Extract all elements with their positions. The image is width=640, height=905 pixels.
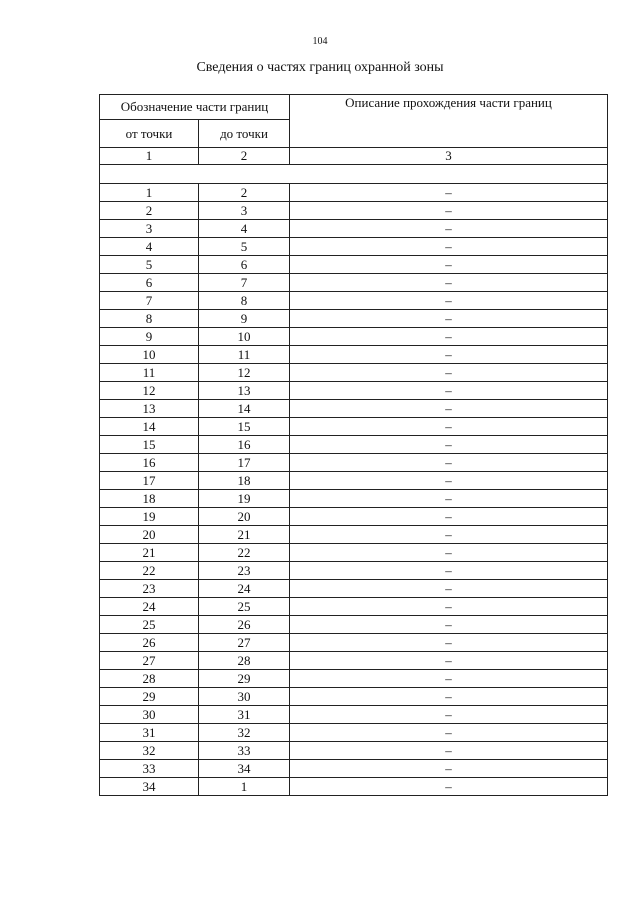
cell-from: 1 [100,184,199,202]
column-number-2: 2 [199,148,290,165]
header-description: Описание прохождения части границ [290,95,608,148]
cell-to: 4 [199,220,290,238]
cell-desc: – [290,706,608,724]
cell-to: 11 [199,346,290,364]
table-row [100,256,608,274]
column-number-1: 1 [100,148,199,165]
cell-desc: – [290,382,608,400]
table-row [100,562,608,580]
cell-to: 13 [199,382,290,400]
cell-from: 28 [100,670,199,688]
cell-to: 8 [199,292,290,310]
table-row [100,202,608,220]
table-row [100,346,608,364]
table-row [100,742,608,760]
table-row [100,526,608,544]
table-row [100,472,608,490]
table-row [100,184,608,202]
cell-desc: – [290,616,608,634]
table-row [100,760,608,778]
cell-from: 9 [100,328,199,346]
cell-desc: – [290,490,608,508]
cell-from: 25 [100,616,199,634]
cell-desc: – [290,436,608,454]
cell-from: 12 [100,382,199,400]
cell-from: 23 [100,580,199,598]
cell-from: 4 [100,238,199,256]
table-row [100,274,608,292]
cell-from: 17 [100,472,199,490]
table-row [100,688,608,706]
cell-desc: – [290,598,608,616]
cell-desc: – [290,508,608,526]
cell-to: 33 [199,742,290,760]
header-boundary-designation: Обозначение части границ [100,95,290,120]
cell-desc: – [290,274,608,292]
cell-from: 14 [100,418,199,436]
cell-desc: – [290,562,608,580]
table-row [100,238,608,256]
cell-to: 14 [199,400,290,418]
cell-from: 7 [100,292,199,310]
header-to-point: до точки [199,120,290,148]
cell-desc: – [290,202,608,220]
cell-desc: – [290,472,608,490]
cell-desc: – [290,238,608,256]
cell-from: 30 [100,706,199,724]
cell-from: 18 [100,490,199,508]
cell-desc: – [290,328,608,346]
cell-desc: – [290,346,608,364]
cell-from: 15 [100,436,199,454]
cell-from: 34 [100,778,199,796]
cell-from: 26 [100,634,199,652]
cell-from: 24 [100,598,199,616]
cell-desc: – [290,256,608,274]
cell-desc: – [290,634,608,652]
table-row [100,418,608,436]
cell-desc: – [290,526,608,544]
cell-from: 19 [100,508,199,526]
cell-to: 2 [199,184,290,202]
cell-to: 21 [199,526,290,544]
cell-from: 5 [100,256,199,274]
cell-to: 9 [199,310,290,328]
table-row [100,436,608,454]
table-row [100,508,608,526]
cell-desc: – [290,364,608,382]
header-from-point: от точки [100,120,199,148]
table-row [100,364,608,382]
cell-desc: – [290,742,608,760]
cell-desc: – [290,580,608,598]
cell-from: 16 [100,454,199,472]
cell-desc: – [290,292,608,310]
cell-to: 28 [199,652,290,670]
document-title: Сведения о частях границ охранной зоны [196,60,444,75]
cell-to: 17 [199,454,290,472]
cell-from: 21 [100,544,199,562]
table-row [100,490,608,508]
cell-to: 32 [199,724,290,742]
cell-from: 13 [100,400,199,418]
cell-from: 29 [100,688,199,706]
cell-desc: – [290,400,608,418]
table-row [100,706,608,724]
cell-from: 31 [100,724,199,742]
cell-from: 33 [100,760,199,778]
table-row [100,292,608,310]
cell-to: 20 [199,508,290,526]
cell-from: 32 [100,742,199,760]
cell-to: 6 [199,256,290,274]
cell-desc: – [290,310,608,328]
cell-to: 12 [199,364,290,382]
cell-desc: – [290,652,608,670]
table-row [100,400,608,418]
cell-from: 2 [100,202,199,220]
cell-to: 25 [199,598,290,616]
cell-to: 23 [199,562,290,580]
cell-to: 27 [199,634,290,652]
column-number-3: 3 [290,148,608,165]
cell-from: 8 [100,310,199,328]
cell-to: 22 [199,544,290,562]
table-row [100,778,608,796]
table-row [100,382,608,400]
cell-to: 10 [199,328,290,346]
table-row [100,220,608,238]
cell-desc: – [290,760,608,778]
cell-to: 31 [199,706,290,724]
table-row [100,652,608,670]
table-row [100,670,608,688]
cell-desc: – [290,688,608,706]
cell-to: 26 [199,616,290,634]
cell-to: 1 [199,778,290,796]
cell-to: 18 [199,472,290,490]
cell-from: 10 [100,346,199,364]
table-row [100,598,608,616]
cell-from: 27 [100,652,199,670]
cell-desc: – [290,778,608,796]
cell-to: 5 [199,238,290,256]
table-row [100,616,608,634]
table-row [100,724,608,742]
cell-desc: – [290,220,608,238]
cell-from: 3 [100,220,199,238]
page-number: 104 [312,36,328,47]
cell-to: 16 [199,436,290,454]
cell-to: 7 [199,274,290,292]
cell-to: 30 [199,688,290,706]
cell-from: 6 [100,274,199,292]
cell-from: 11 [100,364,199,382]
table-row [100,634,608,652]
cell-desc: – [290,670,608,688]
table-row [100,328,608,346]
cell-from: 20 [100,526,199,544]
cell-desc: – [290,454,608,472]
cell-to: 15 [199,418,290,436]
cell-from: 22 [100,562,199,580]
table-row [100,580,608,598]
cell-desc: – [290,418,608,436]
cell-desc: – [290,544,608,562]
cell-to: 19 [199,490,290,508]
table-row [100,544,608,562]
cell-to: 24 [199,580,290,598]
cell-to: 3 [199,202,290,220]
table-row [100,454,608,472]
cell-desc: – [290,724,608,742]
table-row [100,310,608,328]
cell-to: 34 [199,760,290,778]
cell-to: 29 [199,670,290,688]
section-empty-row [100,165,608,184]
boundary-parts-table [99,94,608,796]
cell-desc: – [290,184,608,202]
